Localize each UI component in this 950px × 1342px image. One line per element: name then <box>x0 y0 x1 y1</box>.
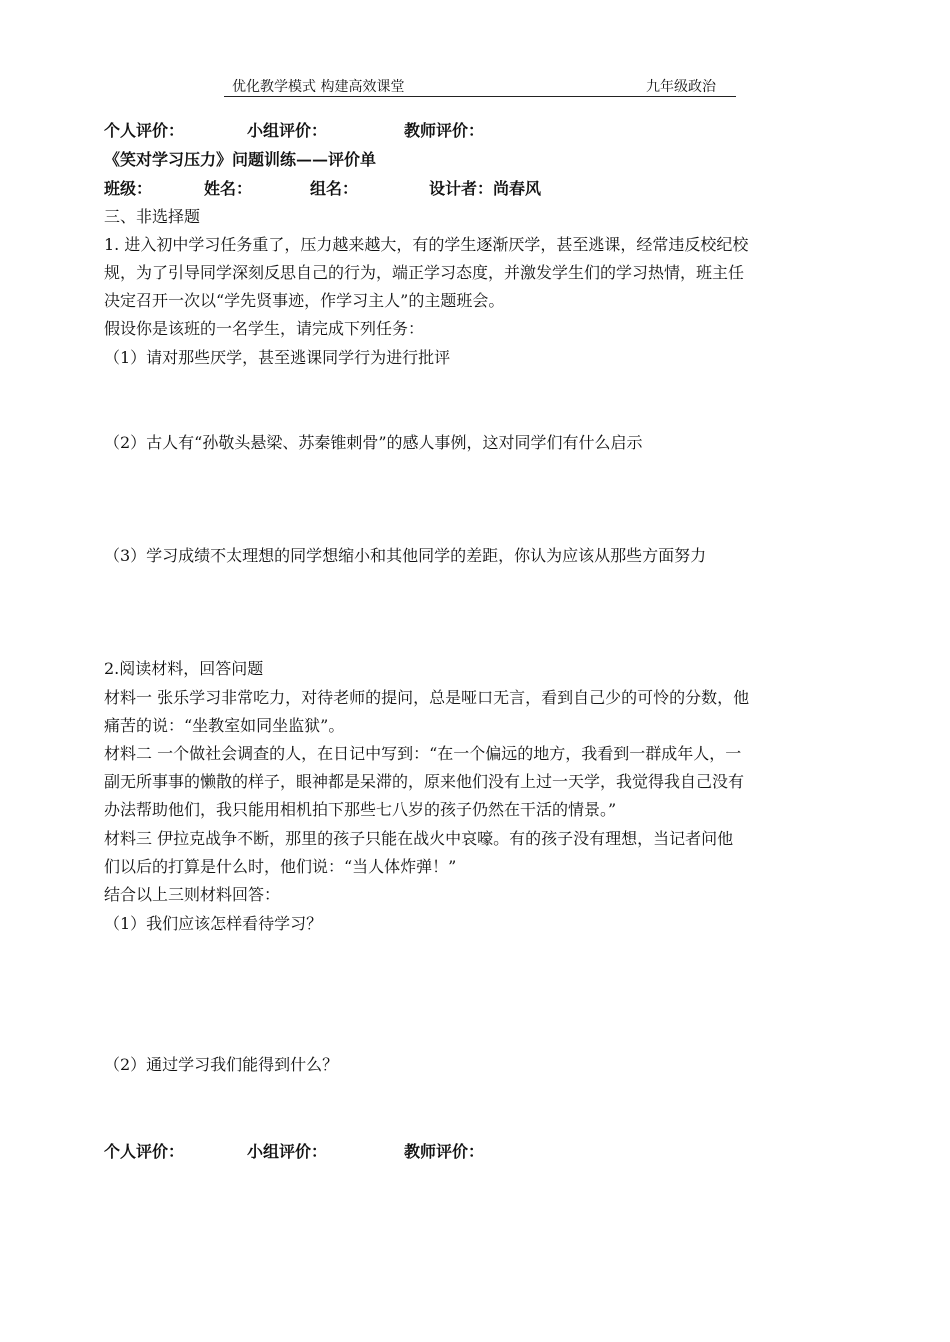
designer-label: 设计者：尚春风 <box>429 179 542 198</box>
q1-line-3: 决定召开一次以“学先贤事迹，作学习主人”的主题班会。 <box>104 291 505 310</box>
eval-self-label: 个人评价： <box>104 121 185 140</box>
name-label: 姓名： <box>204 179 253 198</box>
q1-line-1: 1. 进入初中学习任务重了，压力越来越大，有的学生逐渐厌学，甚至逃课，经常违反校纪校 <box>104 235 749 254</box>
q1-line-4: 假设你是该班的一名学生，请完成下列任务： <box>104 319 425 338</box>
eval-teacher-label: 教师评价： <box>404 1142 485 1161</box>
eval-teacher-label: 教师评价： <box>404 121 485 140</box>
eval-group-label: 小组评价： <box>247 121 328 140</box>
q2-stem-text: 2.阅读材料，回答问题 <box>104 659 264 678</box>
material-line-5: 办法帮助他们，我只能用相机拍下那些七八岁的孩子仍然在干活的情景。” <box>104 800 617 819</box>
material-line-3: 材料二 一个做社会调查的人，在日记中写到：“在一个偏远的地方，我看到一群成年人，一 <box>104 744 742 763</box>
header-right: 九年级政治 <box>646 79 716 95</box>
q1-sub2-text: （2）古人有“孙敬头悬梁、苏秦锥刺骨”的感人事例，这对同学们有什么启示 <box>104 433 643 452</box>
class-label: 班级： <box>104 179 153 198</box>
q2-sub1-text: （1）我们应该怎样看待学习？ <box>104 914 323 933</box>
material-line-8: 结合以上三则材料回答： <box>104 885 281 904</box>
material-line-6: 材料三 伊拉克战争不断，那里的孩子只能在战火中哀嚎。有的孩子没有理想，当记者问他 <box>104 829 734 848</box>
q1-line-2: 规，为了引导同学深刻反思自己的行为，端正学习态度，并激发学生们的学习热情，班主任 <box>104 263 745 282</box>
q1-sub1-text: （1）请对那些厌学，甚至逃课同学行为进行批评 <box>104 348 451 367</box>
header-left: 优化教学模式 构建高效课堂 <box>232 79 405 95</box>
material-line-2: 痛苦的说：“坐教室如同坐监狱”。 <box>104 716 345 735</box>
page-header <box>224 78 736 97</box>
material-line-7: 们以后的打算是什么时，他们说：“当人体炸弹！” <box>104 857 457 876</box>
material-line-4: 副无所事事的懒散的样子，眼神都是呆滞的，原来他们没有上过一天学，我觉得我自己没有 <box>104 772 745 791</box>
section-text: 三、非选择题 <box>104 207 201 226</box>
material-line-1: 材料一 张乐学习非常吃力，对待老师的提问，总是哑口无言，看到自己少的可怜的分数，他 <box>104 688 750 707</box>
q1-sub3-text: （3）学习成绩不太理想的同学想缩小和其他同学的差距，你认为应该从那些方面努力 <box>104 546 707 565</box>
group-name-label: 组名： <box>310 179 359 198</box>
eval-group-label: 小组评价： <box>247 1142 328 1161</box>
eval-self-label: 个人评价： <box>104 1142 185 1161</box>
title-text: 《笑对学习压力》问题训练——评价单 <box>104 150 377 169</box>
q2-sub2-text: （2）通过学习我们能得到什么？ <box>104 1055 339 1074</box>
